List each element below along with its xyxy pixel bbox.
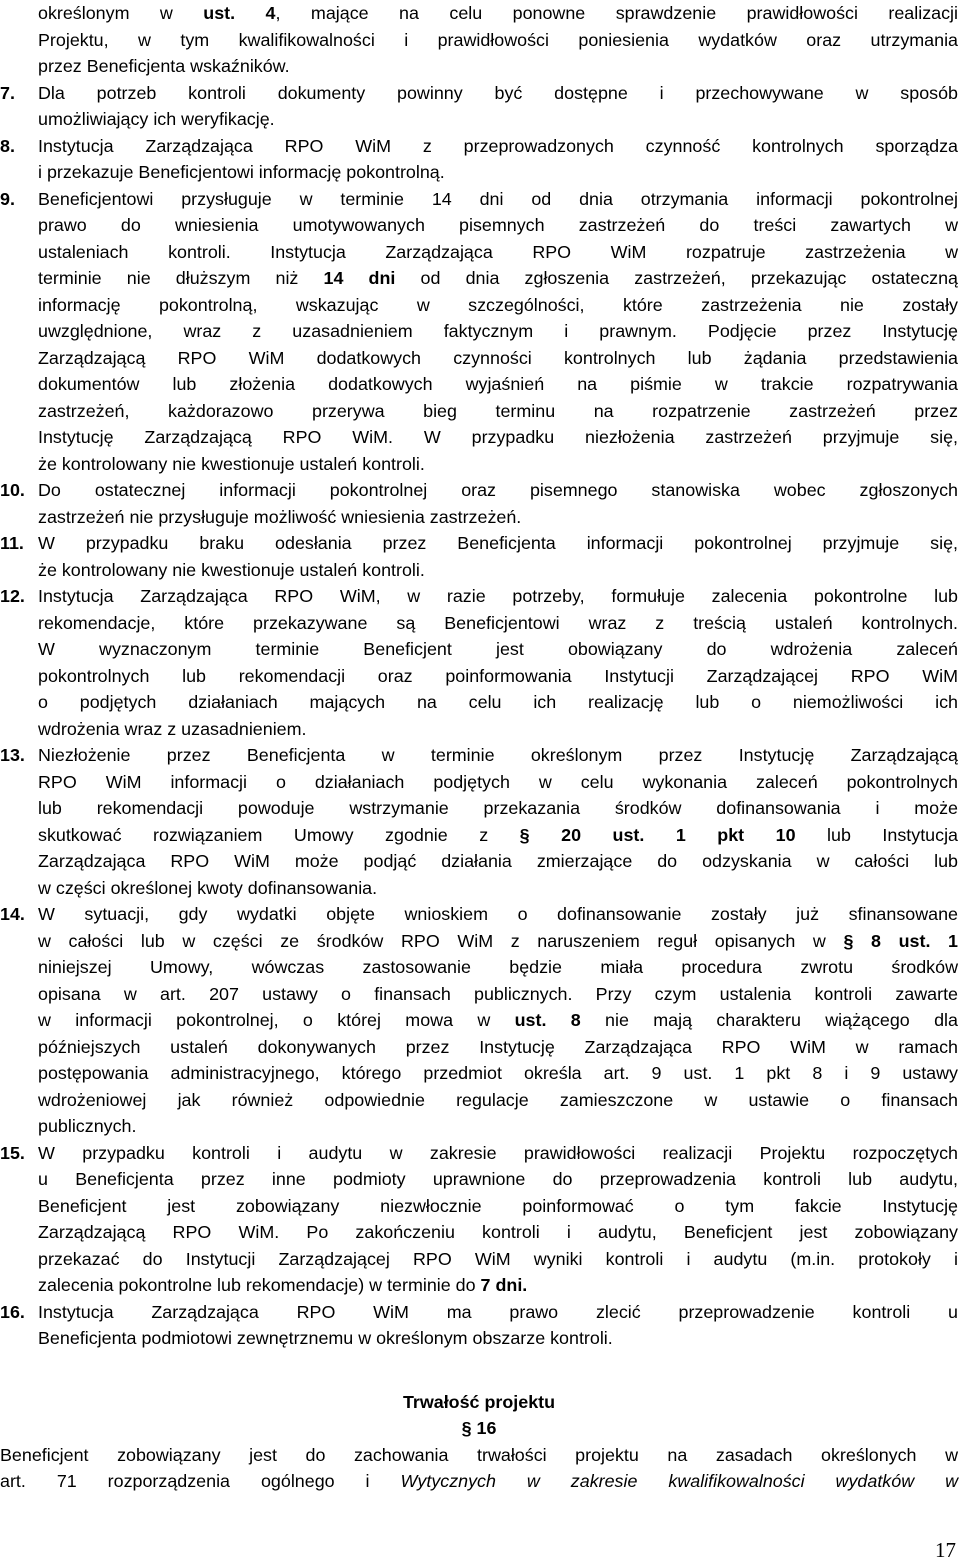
text-line: [38, 875, 958, 902]
text-run: przekazać do Instytucji Zarządzającej RPO WiM wyniki kontroli i audytu (m.in. protokoły i: [38, 1248, 958, 1269]
list-item-start: [38, 1140, 958, 1167]
text-run: , mające na celu ponowne sprawdzenie prawidłowości realizacji: [275, 3, 958, 23]
text-run: nie mają charakteru wiążącego dla: [580, 1010, 958, 1030]
list-item-number: 8.: [0, 135, 15, 156]
text-run: i przekazuje Beneficjentowi informację pokontrolną.: [38, 162, 445, 182]
list-item-start: [38, 1299, 958, 1326]
text-run: ust. 8: [514, 1010, 581, 1030]
text-run: RPO WiM informacji o działaniach podjętych w celu wykonania zaleceń pokontrolnych: [38, 771, 958, 792]
text-run: przez Beneficjenta wskaźników.: [38, 56, 290, 76]
text-line: [38, 239, 958, 266]
text-line: [38, 716, 958, 743]
text-line: [38, 159, 958, 186]
list-item-number: 14.: [0, 904, 25, 924]
text-line: [38, 212, 958, 239]
text-run: Instytucja Zarządzająca RPO WiM, w razie potrzeby, formułuje zalecenia pokontrolne lub: [38, 586, 958, 606]
text-run: uwzględnione, wraz z uzasadnieniem faktycznym i prawnym. Podjęcie przez Instytucję: [38, 321, 958, 341]
text-line: [38, 1113, 958, 1140]
text-run: Zarządzającą RPO WiM. Po zakończeniu kontroli i audytu, Beneficjent jest zobowiązany: [38, 1222, 958, 1242]
text-line: [38, 1166, 958, 1193]
text-line: [38, 106, 958, 133]
text-run: Beneficjentowi przysługuje w terminie 14 dni od dnia otrzymania informacji pokontrolnej: [38, 188, 958, 209]
text-run: Instytucja Zarządzająca RPO WiM z przeprowadzonych czynność kontrolnych sporządza: [38, 135, 958, 156]
list-item-start: [38, 186, 958, 213]
text-line: [0, 1468, 958, 1495]
text-line: [38, 822, 958, 849]
text-run: art. 71 rozporządzenia ogólnego i: [0, 1471, 401, 1491]
text-run: w informacji pokontrolnej, o której mowa w: [38, 1010, 515, 1030]
text-run: Dla potrzeb kontroli dokumenty powinny być dostępne i przechowywane w sposób: [38, 82, 958, 103]
text-line: [38, 424, 958, 451]
text-line: [38, 928, 958, 955]
text-line: [38, 981, 958, 1008]
text-run: że kontrolowany nie kwestionuje ustaleń kontroli.: [38, 453, 425, 474]
text-run: terminie nie dłuższym niż: [38, 268, 324, 288]
text-line: [38, 398, 958, 425]
text-run: dokumentów lub złożenia dodatkowych wyjaśnień na piśmie w trakcie rozpatrywania: [38, 374, 958, 394]
text-run: u Beneficjenta przez inne podmioty uprawnione do przeprowadzenia kontroli lub audytu,: [38, 1169, 958, 1189]
text-run: W sytuacji, gdy wydatki objęte wnioskiem o dofinansowanie zostały już sfinansowane: [38, 904, 958, 924]
list-item-start: [38, 742, 958, 769]
text-run: pokontrolnych lub rekomendacji oraz poinformowania Instytucji Zarządzającej RPO WiM: [38, 665, 958, 686]
text-line: [38, 1272, 958, 1299]
text-run: od dnia zgłoszenia zastrzeżeń, przekazując ostateczną: [395, 268, 958, 288]
text-run: 14 dni: [323, 268, 396, 288]
list-item-start: [38, 901, 958, 928]
text-line: [38, 1325, 958, 1352]
text-run: zastrzeżeń, każdorazowo przerywa bieg terminu na rozpatrzenie zastrzeżeń przez: [38, 400, 958, 421]
list-item-number: 11.: [0, 533, 24, 553]
text-run: lub rekomendacji powoduje wstrzymanie przekazania środków dofinansowania i może: [38, 798, 958, 818]
text-run: prawo do wniesienia umotywowanych pisemnych zastrzeżeń do treści zawartych w: [38, 215, 958, 235]
text-line: [38, 636, 958, 663]
text-run: postępowania administracyjnego, którego przedmiot określa art. 9 ust. 1 pkt 8 i 9 ustawy: [38, 1063, 958, 1083]
text-run: że kontrolowany nie kwestionuje ustaleń kontroli.: [38, 559, 425, 580]
list-item-number: 10.: [0, 480, 25, 500]
text-line: [38, 1060, 958, 1087]
text-run: określonym w: [38, 3, 204, 23]
page-number: 17: [935, 1538, 956, 1562]
text-line: [38, 1007, 958, 1034]
text-line: [38, 0, 958, 27]
text-run: ustaleniach kontroli. Instytucja Zarządzająca RPO WiM rozpatruje zastrzeżenia w: [38, 241, 958, 262]
text-line: [38, 557, 958, 584]
text-line: [38, 371, 958, 398]
text-run: w części określonej kwoty dofinansowania.: [38, 877, 378, 898]
text-run: § 8 ust. 1: [843, 930, 959, 951]
text-run: w całości lub w części ze środków RPO WiM z naruszeniem reguł opisanych w: [38, 930, 844, 951]
text-run: Instytucja Zarządzająca RPO WiM ma prawo zlecić przeprowadzenie kontroli u: [38, 1301, 958, 1322]
list-item-number: 13.: [0, 745, 25, 765]
text-run: Instytucję Zarządzającą RPO WiM. W przypadku niezłożenia zastrzeżeń przyjmuje się,: [38, 427, 958, 447]
text-run: Zarządzająca RPO WiM może podjąć działania zmierzające do odzyskania w całości lub: [38, 851, 958, 871]
text-line: [38, 1246, 958, 1273]
text-line: [38, 1087, 958, 1114]
text-run: [235, 3, 265, 23]
text-line: [38, 504, 958, 531]
list-item-number: 12.: [0, 586, 25, 606]
text-run: skutkować rozwiązaniem Umowy zgodnie z: [38, 824, 520, 845]
text-run: niniejszej Umowy, wówczas zastosowanie będzie miała procedura zwrotu środków: [38, 957, 958, 977]
list-item-number: 9.: [0, 188, 15, 209]
text-line: [38, 451, 958, 478]
text-run: rekomendacje, które przekazywane są Beneficjentowi wraz z treścią ustaleń kontrolnych.: [38, 612, 958, 633]
text-line: [38, 848, 958, 875]
text-line: [0, 1442, 958, 1469]
list-item-number: 7.: [0, 82, 15, 103]
text-run: Niezłożenie przez Beneficjenta w terminie określonym przez Instytucję Zarządzającą: [38, 745, 958, 765]
list-item-start: [38, 530, 958, 557]
list-item-start: [38, 133, 958, 160]
text-run: o podjętych działaniach mających na celu ich realizację lub o niemożliwości ich: [38, 692, 958, 712]
text-run: ust.: [203, 3, 236, 23]
text-run: późniejszych ustaleń dokonywanych przez Instytucję Zarządzająca RPO WiM w ramach: [38, 1036, 958, 1057]
text-run: informację pokontrolną, wskazując w szczególności, które zastrzeżenia nie zostały: [38, 294, 958, 315]
text-line: [38, 610, 958, 637]
list-item-number: 16.: [0, 1301, 25, 1322]
text-run: Beneficjenta podmiotowi zewnętrznemu w określonym obszarze kontroli.: [38, 1328, 613, 1348]
list-item-start: [38, 477, 958, 504]
text-line: [38, 345, 958, 372]
text-run: umożliwiający ich weryfikację.: [38, 109, 275, 129]
text-run: publicznych.: [38, 1116, 137, 1136]
text-run: opisana w art. 207 ustawy o finansach publicznych. Przy czym ustalenia kontroli zawarte: [38, 983, 958, 1004]
text-line: [38, 689, 958, 716]
text-line: [38, 769, 958, 796]
text-run: W przypadku kontroli i audytu w zakresie prawidłowości realizacji Projektu rozpoczętych: [38, 1142, 958, 1163]
text-run: 4: [265, 3, 276, 23]
text-run: Projektu, w tym kwalifikowalności i prawidłowości poniesienia wydatków oraz utrzymania: [38, 29, 958, 50]
text-line: [38, 663, 958, 690]
section-title: Trwałość projektu: [402, 1391, 556, 1412]
text-run: wdrożenia wraz z uzasadnieniem.: [38, 718, 307, 739]
text-run: Beneficjent zobowiązany jest do zachowania trwałości projektu na zasadach określonych w: [0, 1444, 958, 1465]
text-run: § 20 ust. 1 pkt 10: [519, 824, 796, 845]
text-line: [38, 795, 958, 822]
text-line: [38, 1219, 958, 1246]
section-paragraph-number: § 16: [461, 1418, 497, 1438]
text-line: [38, 265, 958, 292]
text-run: W wyznaczonym terminie Beneficjent jest obowiązany do wdrożenia zaleceń: [38, 639, 958, 659]
text-line: [38, 954, 958, 981]
text-run: Wytycznych w zakresie kwalifikowalności wydatków w: [400, 1471, 958, 1491]
list-item-number: 15.: [0, 1142, 25, 1163]
text-run: Do ostatecznej informacji pokontrolnej oraz pisemnego stanowiska wobec zgłoszonych: [38, 480, 958, 500]
text-run: Beneficjent jest zobowiązany niezwłocznie poinformować o tym fakcie Instytucję: [38, 1195, 958, 1216]
text-line: [38, 27, 958, 54]
text-run: W przypadku braku odesłania przez Beneficjenta informacji pokontrolnej przyjmuje się,: [38, 533, 958, 553]
text-run: wdrożeniowej jak również odpowiednie regulacje zamieszczone w ustawie o finansach: [38, 1089, 958, 1110]
list-item-start: [38, 583, 958, 610]
list-item-start: [38, 80, 958, 107]
text-run: zalecenia pokontrolne lub rekomendacje) w terminie do: [38, 1275, 481, 1295]
text-line: [38, 1034, 958, 1061]
text-run: zastrzeżeń nie przysługuje możliwość wniesienia zastrzeżeń.: [38, 506, 522, 527]
text-line: [38, 1193, 958, 1220]
text-line: [38, 53, 958, 80]
text-line: [38, 292, 958, 319]
text-line: [38, 318, 958, 345]
text-run: Zarządzającą RPO WiM dodatkowych czynności kontrolnych lub żądania przedstawienia: [38, 347, 958, 368]
text-run: lub Instytucja: [795, 824, 959, 845]
text-run: 7 dni.: [480, 1275, 528, 1295]
